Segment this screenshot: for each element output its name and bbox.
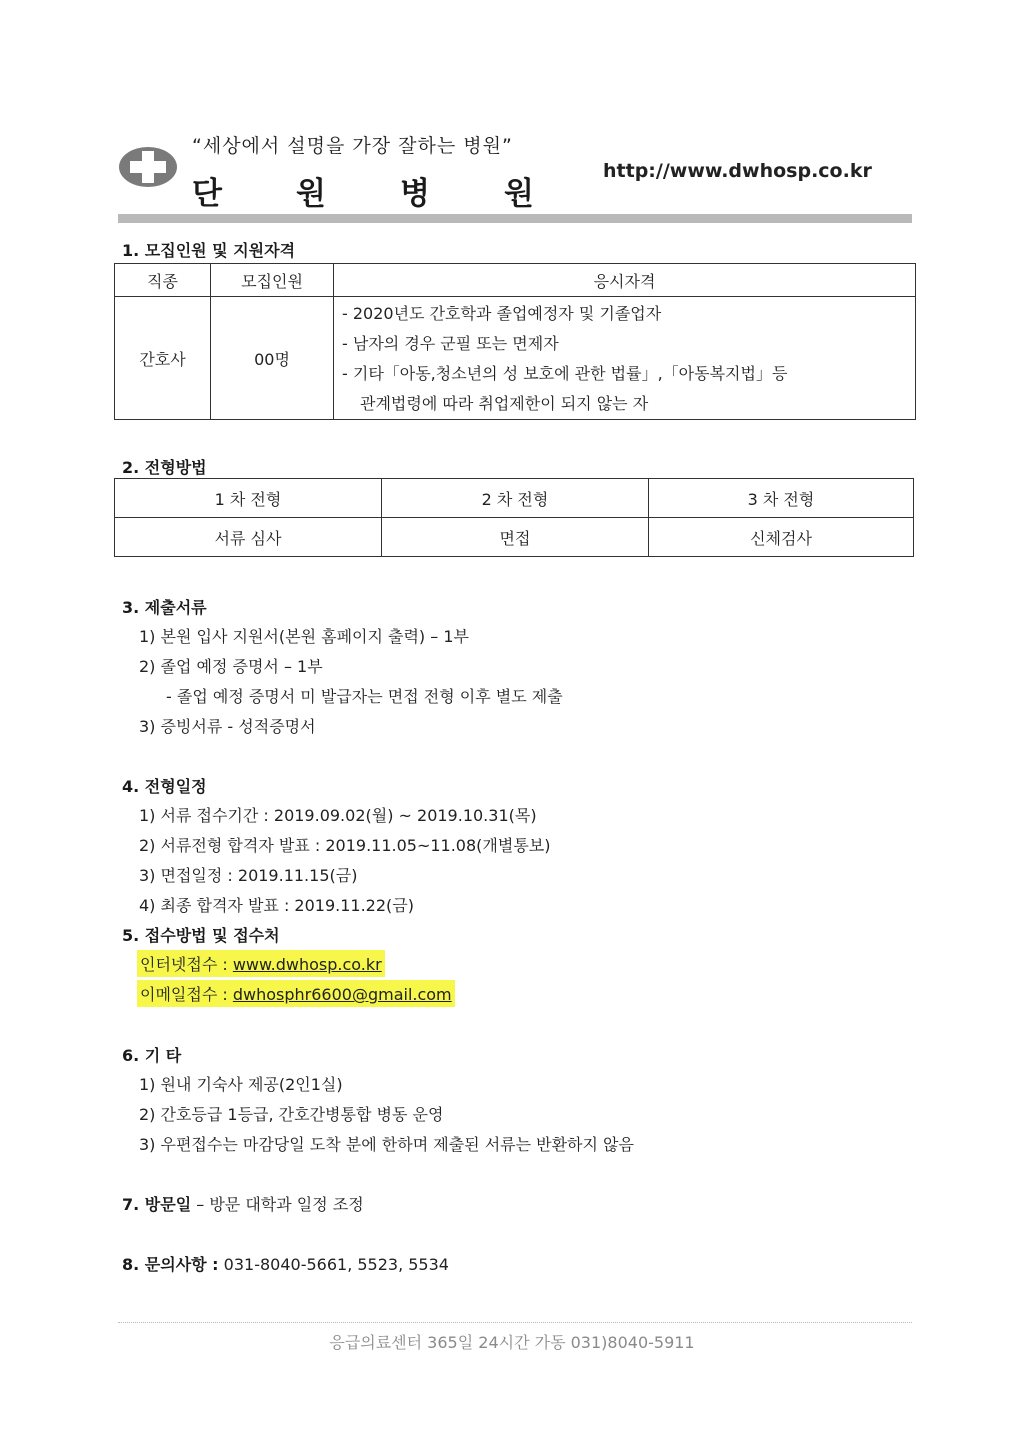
email-link[interactable]: dwhosphr6600@gmail.com [232, 985, 452, 1004]
stage-2-header: 2 차 전형 [382, 479, 649, 518]
stage-3-value: 신체검사 [649, 518, 914, 557]
email-application [137, 980, 455, 1007]
misc-item: 1) 원내 기숙사 제공(2인1실) [139, 1075, 343, 1094]
job-cell: 간호사 [115, 297, 211, 420]
qualification-line: - 남자의 경우 군필 또는 면제자 [342, 334, 559, 353]
footer-divider [118, 1322, 912, 1323]
section-4-title: 4. 전형일정 [122, 777, 207, 796]
qualification-cell [334, 297, 916, 420]
section-6-title: 6. 기 타 [122, 1046, 182, 1065]
hospital-name-char: 원 [296, 176, 326, 212]
emergency-center-footer: 응급의료센터 365일 24시간 가동 031)8040-5911 [329, 1333, 695, 1352]
qualification-line: - 기타「아동,청소년의 성 보호에 관한 법률」,「아동복지법」등 [342, 364, 788, 383]
schedule-item: 1) 서류 접수기간 : 2019.09.02(월) ~ 2019.10.31(목) [139, 806, 537, 825]
visit-line [122, 1192, 364, 1215]
document-note: - 졸업 예정 증명서 미 발급자는 면접 전형 이후 별도 제출 [166, 687, 563, 706]
visit-text: – 방문 대학과 일정 조정 [191, 1195, 364, 1214]
qualification-line: 관계법령에 따라 취업제한이 되지 않는 자 [360, 394, 649, 413]
section-3-title: 3. 제출서류 [122, 598, 207, 617]
section-5-title: 5. 접수방법 및 접수처 [122, 926, 280, 945]
stage-3-header: 3 차 전형 [649, 479, 914, 518]
website-link[interactable]: www.dwhosp.co.kr [232, 955, 382, 974]
document-item: 2) 졸업 예정 증명서 – 1부 [139, 657, 323, 676]
schedule-item: 2) 서류전형 합격자 발표 : 2019.11.05~11.08(개별통보) [139, 836, 551, 855]
stage-1-header: 1 차 전형 [115, 479, 382, 518]
inquiry-phone: 031-8040-5661, 5523, 5534 [218, 1255, 449, 1274]
schedule-item: 3) 면접일정 : 2019.11.15(금) [139, 866, 358, 885]
document-item: 1) 본원 입사 지원서(본원 홈페이지 출력) – 1부 [139, 627, 469, 646]
hospital-name-char: 단 [192, 176, 222, 212]
internet-application [137, 950, 385, 977]
section-2-title: 2. 전형방법 [122, 458, 207, 477]
internet-label: 인터넷접수 : [140, 955, 233, 974]
hospital-name-char: 원 [504, 176, 534, 212]
qualification-line: - 2020년도 간호학과 졸업예정자 및 기졸업자 [342, 304, 662, 323]
document-item: 3) 증빙서류 - 성적증명서 [139, 717, 316, 736]
section-8-title: 8. 문의사항 : [122, 1255, 219, 1274]
section-1-title: 1. 모집인원 및 지원자격 [122, 241, 296, 260]
header-count: 모집인원 [211, 264, 334, 297]
email-label: 이메일접수 : [140, 985, 233, 1004]
stage-2-value: 면접 [382, 518, 649, 557]
hospital-url[interactable]: http://www.dwhosp.co.kr [603, 160, 872, 182]
misc-item: 2) 간호등급 1등급, 간호간병통합 병동 운영 [139, 1105, 444, 1124]
hospital-name [192, 168, 552, 212]
header-divider [118, 214, 912, 223]
schedule-item: 4) 최종 합격자 발표 : 2019.11.22(금) [139, 896, 414, 915]
selection-table [114, 478, 914, 557]
hospital-cross-logo-icon [118, 145, 178, 189]
inquiry-line [122, 1252, 449, 1275]
count-cell: 00명 [211, 297, 334, 420]
hospital-name-char: 병 [400, 176, 430, 212]
stage-1-value: 서류 심사 [115, 518, 382, 557]
header-job: 직종 [115, 264, 211, 297]
section-7-title: 7. 방문일 [122, 1195, 192, 1214]
header-qualification: 응시자격 [334, 264, 916, 297]
misc-item: 3) 우편접수는 마감당일 도착 분에 한하며 제출된 서류는 반환하지 않음 [139, 1135, 634, 1154]
hospital-slogan: “세상에서 설명을 가장 잘하는 병원” [192, 135, 513, 157]
recruitment-table [114, 263, 916, 420]
